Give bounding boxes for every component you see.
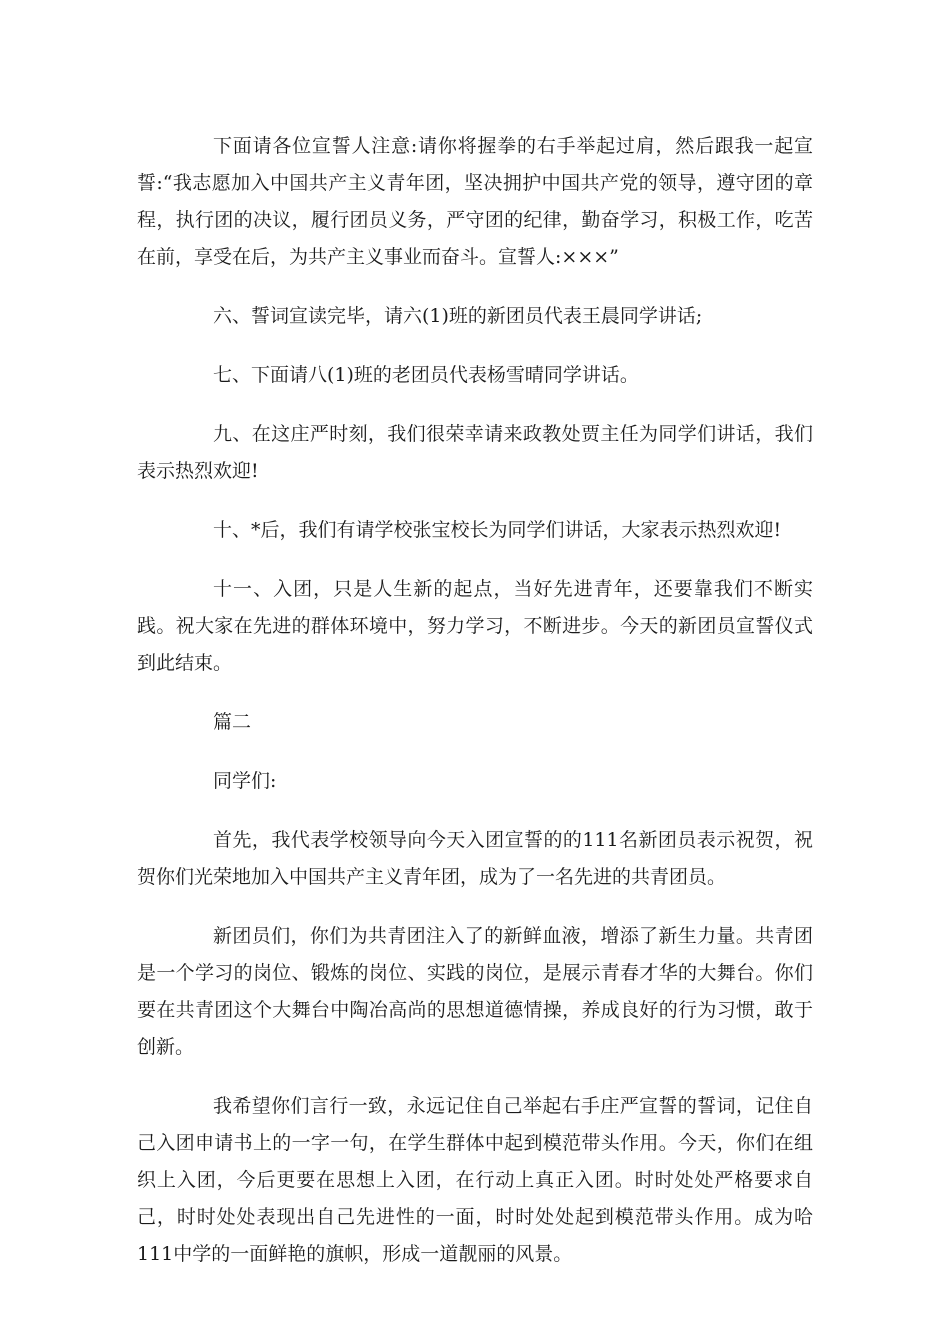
congratulation-paragraph: 首先，我代表学校领导向今天入团宣誓的的111名新团员表示祝贺，祝贺你们光荣地加入中国共产主义青年团，成为了一名先进的共青团员。 bbox=[137, 829, 813, 888]
salutation: 同学们: bbox=[213, 770, 277, 792]
document-body bbox=[137, 128, 813, 1295]
hope-paragraph: 我希望你们言行一致，永远记住自己举起右手庄严宣誓的誓词，记住自己入团申请书上的一字一句，在学生群体中起到模范带头作用。今天，你们在组织上入团，今后更要在思想上入团，在行动上真正入团。时时处处严格要求自己，时时处处表现出自己先进性的一面，时时处处起到模范带头作用。成为哈111中学的一面鲜艳的旗帜，形成一道靓丽的风景。 bbox=[137, 1095, 813, 1265]
step-nine-paragraph: 九、在这庄严时刻，我们很荣幸请来政教处贾主任为同学们讲话，我们表示热烈欢迎! bbox=[137, 423, 813, 482]
oath-paragraph: 下面请各位宣誓人注意:请你将握拳的右手举起过肩，然后跟我一起宣誓:“我志愿加入中国共产主义青年团，坚决拥护中国共产党的领导，遵守团的章程，执行团的决议，履行团员义务，严守团的纪律，勤奋学习，积极工作，吃苦在前，享受在后，为共产主义事业而奋斗。宣誓人:×××” bbox=[137, 135, 813, 268]
step-ten-paragraph: 十、*后，我们有请学校张宝校长为同学们讲话，大家表示热烈欢迎! bbox=[213, 519, 782, 541]
new-members-paragraph: 新团员们，你们为共青团注入了的新鲜血液，增添了新生力量。共青团是一个学习的岗位、锻炼的岗位、实践的岗位，是展示青春才华的大舞台。你们要在共青团这个大舞台中陶冶高尚的思想道德情操，养成良好的行为习惯，敢于创新。 bbox=[137, 925, 813, 1058]
step-six-paragraph: 六、誓词宣读完毕，请六(1)班的新团员代表王晨同学讲话; bbox=[213, 305, 703, 327]
step-seven-paragraph: 七、下面请八(1)班的老团员代表杨雪晴同学讲话。 bbox=[213, 364, 639, 386]
section-heading: 篇二 bbox=[213, 711, 252, 733]
step-eleven-paragraph: 十一、入团，只是人生新的起点，当好先进青年，还要靠我们不断实践。祝大家在先进的群体环境中，努力学习，不断进步。今天的新团员宣誓仪式到此结束。 bbox=[137, 578, 813, 674]
